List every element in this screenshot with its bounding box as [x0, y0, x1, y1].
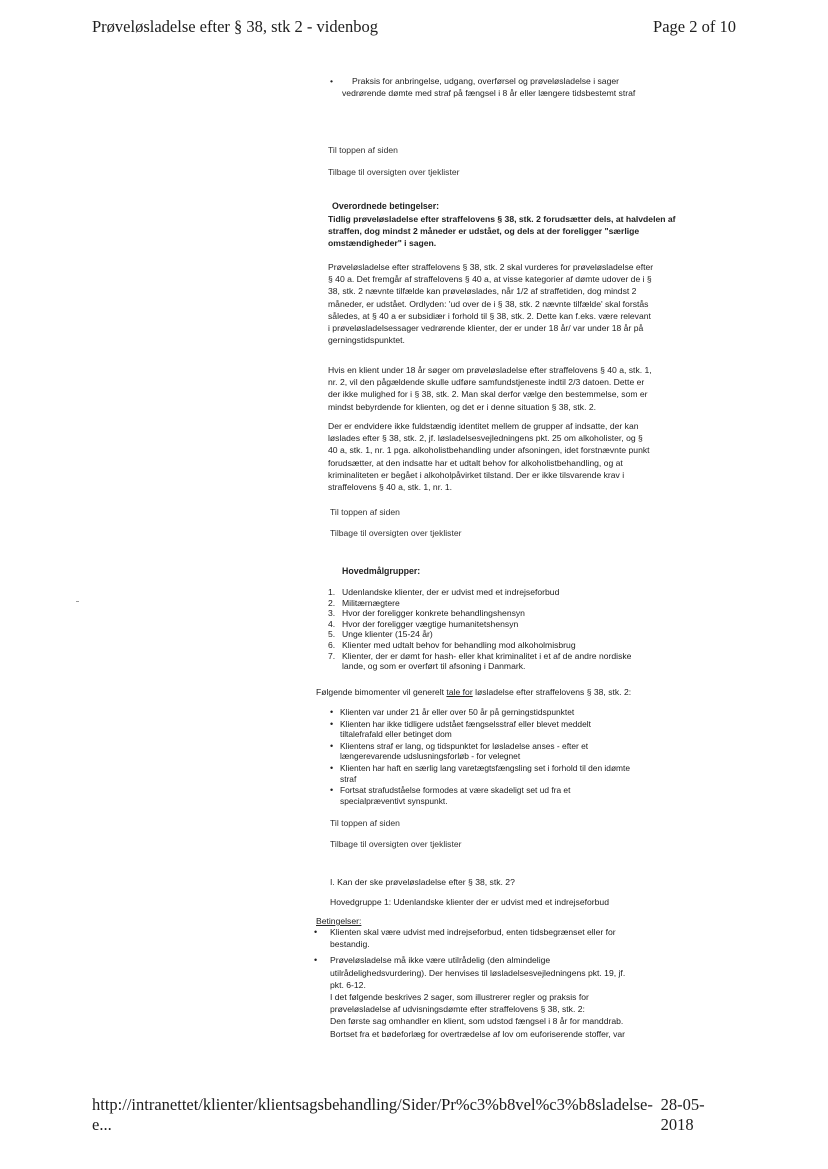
- list-item: • Klienten har haft en særlig lang varetægtsfængsling set i forhold til den idømte straf: [328, 763, 680, 784]
- list-item: [328, 619, 688, 630]
- list-text: Klienter, der er dømt for hash- eller khat kriminalitet i et af de andre nordiske: [342, 650, 632, 661]
- text-line: Hvis en klient under 18 år søger om prøveløsladelse efter straffelovens § 40 a, stk. 1,: [328, 365, 652, 375]
- text-line: straffen, dog mindst 2 måneder er udstået, og dels at der foreligger "særlige: [328, 226, 640, 237]
- section-heading-target-groups: Hovedmålgrupper:: [342, 566, 421, 576]
- list-text: Hvor der foreligger konkrete behandlingshensyn: [342, 608, 525, 619]
- text-line: 40 a, stk. 1, nr. 1 pga. alkoholistbehandling under afsoningen, idet forstnævnte punkt: [328, 445, 650, 456]
- list-item: • Fortsat strafudståelse formodes at være skadeligt set ud fra et specialpræventivt synspunkt.: [328, 785, 680, 806]
- back-to-top-link[interactable]: Til toppen af siden: [330, 818, 400, 828]
- page-number: Page 2 of 10: [653, 17, 736, 36]
- back-to-top-link[interactable]: Til toppen af siden: [330, 507, 400, 517]
- text-line: måneder, er udstået. Ordlyden: 'ud over de i § 38, stk. 2 nævnte tilfælde' skal forstås: [328, 298, 649, 309]
- list-text: Unge klienter (15-24 år): [342, 629, 433, 640]
- paragraph-early-release: [328, 213, 680, 250]
- text-line: pkt. 6-12.: [330, 979, 366, 990]
- text-line: Fortsat strafudståelse formodes at være skadeligt set ud fra et: [340, 785, 571, 796]
- factor-list: [328, 707, 680, 807]
- text-line: nr. 2, vil den pågældende skulle udføre samfundstjeneste indtil 2/3 datoen. Dette er: [328, 377, 645, 388]
- section-heading-conditions: Overordnede betingelser:: [332, 201, 440, 211]
- conditions-list: [312, 926, 682, 1040]
- list-item: • Klientens straf er lang, og tidspunktet for løsladelse anses - efter et længerevarende udslusningsforløb - for velegnet: [328, 741, 680, 762]
- list-item: • Klienten har ikke tidligere udstået fængselsstraf eller blevet meddelt tiltalefrafald eller betinget dom: [328, 719, 680, 740]
- list-number: 5.: [328, 629, 336, 640]
- text-line: Klienten har ikke tidligere udstået fængselsstraf eller blevet meddelt: [340, 718, 591, 729]
- paragraph-under-18: [328, 364, 680, 413]
- list-text: Hvor der foreligger vægtige humanitetshensyn: [342, 618, 519, 629]
- paragraph-40a: [328, 261, 680, 346]
- list-item-continuation: [328, 661, 688, 672]
- text-line: omstændigheder" i sagen.: [328, 238, 437, 249]
- text-line: Klientens straf er lang, og tidspunktet for løsladelse anses - efter et: [340, 740, 589, 751]
- bullet-dot: •: [330, 76, 334, 86]
- list-item: [328, 629, 688, 640]
- factors-intro: [316, 686, 696, 698]
- section-heading-question: I. Kan der ske prøveløsladelse efter § 38, stk. 2?: [330, 877, 515, 887]
- text-line: Der er endvidere ikke fuldstændig identitet mellem de grupper af indsatte, der kan: [328, 421, 639, 431]
- footer-url: http://intranettet/klienter/klientsagsbehandling/Sider/Pr%c3%b8vel%c3%b8sladelse-e...: [92, 1095, 653, 1134]
- back-to-overview-link[interactable]: Tilbage til oversigten over tjeklister: [328, 167, 460, 177]
- top-bullet-line2: vedrørende dømte med straf på fængsel i 8 år eller længere tidsbestemt straf: [342, 88, 636, 99]
- list-text: Militærnægtere: [342, 597, 400, 608]
- text-line: Prøveløsladelse må ikke være utilrådelig (den almindelige: [330, 955, 551, 966]
- target-group-list: [328, 587, 688, 672]
- text-line: kriminaliteten er begået i alkoholpåvirket tilstand. Der er ikke tilsvarende krav i: [328, 469, 625, 480]
- top-bullet: [330, 75, 710, 99]
- list-item: [328, 598, 688, 609]
- list-item: • Klienten var under 21 år eller over 50 år på gerningstidspunktet: [328, 707, 680, 718]
- list-item: [328, 608, 688, 619]
- text-line: I det følgende beskrives 2 sager, som illustrerer regler og praksis for: [330, 992, 589, 1003]
- text-line: løslades efter § 38, stk. 2, jf. løsladelsesvejledningens pkt. 25 om alkoholister, og §: [328, 433, 643, 444]
- text-line: således, at § 40 a er subsidiær i forhold til § 38, stk. 2. Dette kan f.eks. være relevant: [328, 310, 651, 321]
- text-line: Prøveløsladelse efter straffelovens § 38, stk. 2 skal vurderes for prøveløsladelse efter: [328, 262, 654, 272]
- top-bullet-line1: Praksis for anbringelse, udgang, overførsel og prøveløsladelse i sager: [352, 76, 620, 86]
- list-item: • Klienten skal være udvist med indrejseforbud, enten tidsbegrænset eller for bestandig.: [312, 926, 682, 950]
- back-to-top-link[interactable]: Til toppen af siden: [328, 145, 398, 155]
- page-footer: [92, 1095, 736, 1135]
- scan-speck: [76, 601, 79, 602]
- back-to-overview-link[interactable]: Tilbage til oversigten over tjeklister: [330, 839, 462, 849]
- text-line: utilrådelighedsvurdering). Der henvises til løsladelsesvejledningens pkt. 19, jf.: [330, 967, 626, 978]
- text-line: Den første sag omhandler en klient, som udstod fængsel i 8 år for manddrab.: [330, 1016, 624, 1027]
- text-line: Klienten var under 21 år eller over 50 år på gerningstidspunktet: [340, 707, 575, 717]
- text-line: Klienten skal være udvist med indrejseforbud, enten tidsbegrænset eller for: [330, 927, 616, 937]
- conditions-label: Betingelser:: [316, 916, 362, 926]
- list-item: [328, 587, 688, 598]
- text-line: Klienten har haft en særlig lang varetægtsfængsling set i forhold til den idømte: [340, 762, 631, 773]
- text-line: bestandig.: [330, 939, 370, 950]
- list-text: Udenlandske klienter, der er udvist med et indrejseforbud: [342, 587, 560, 597]
- list-item: [328, 640, 688, 651]
- paragraph-alcohol: [328, 420, 680, 493]
- text-line: straf: [340, 773, 357, 784]
- back-to-overview-link[interactable]: Tilbage til oversigten over tjeklister: [330, 528, 462, 538]
- text-line: prøveløsladelse af udvisningsdømte efter straffelovens § 38, stk. 2:: [330, 1004, 585, 1015]
- list-text: Klienter med udtalt behov for behandling mod alkoholmisbrug: [342, 639, 576, 650]
- text-line: der ikke mulighed for i § 38, stk. 2. Man skal derfor vælge den bestemmelse, som er: [328, 389, 648, 400]
- text-line: Tidlig prøveløsladelse efter straffelovens § 38, stk. 2 forudsætter dels, at halvdelen af: [328, 214, 676, 224]
- subheading-group-1: Hovedgruppe 1: Udenlandske klienter der er udvist med et indrejseforbud: [330, 897, 609, 907]
- text-line: straffelovens § 40 a, stk. 1, nr. 1.: [328, 482, 453, 493]
- text-line: specialpræventivt synspunkt.: [340, 795, 448, 806]
- text-line: gerningstidspunktet.: [328, 335, 405, 346]
- text-line: 38, stk. 2 nævnte tilfælde kan prøveløslades, når 1/2 af straffetiden, dog mindst 2: [328, 286, 637, 297]
- text-line: længerevarende udslusningsforløb - for velegnet: [340, 751, 521, 762]
- list-item: • Prøveløsladelse må ikke være utilrådelig (den almindelige utilrådelighedsvurdering). Der henvises til løsladelsesvejledningens pkt. 19, jf. pkt. 6-12. I det følgende beskrives 2 sager, som illustrerer regler og praksis for prøveløsladelse af udvisningsdømte efter straffelovens § 38, stk. 2: Den første sag omhandler en klient, som udstod fængsel i 8 år for manddrab. Bortset fra et bødeforlæg for overtrædelse af lov om euforiserende stoffer, var: [312, 954, 682, 1039]
- list-item: [328, 651, 688, 662]
- intro-text: løsladelse efter straffelovens § 38, stk. 2:: [472, 687, 632, 697]
- text-line: mindst bebyrdende for klienten, og det er i denne situation § 38, stk. 2.: [328, 401, 597, 412]
- footer-date: 28-05-2018: [660, 1095, 705, 1134]
- list-number: 7.: [328, 650, 336, 661]
- text-line: forudsætter, at den indsatte har et udtalt behov for alkoholistbehandling, og at: [328, 457, 623, 468]
- list-text: lande, og som er overført til afsoning i Danmark.: [342, 661, 526, 672]
- page-header-title: Prøveløsladelse efter § 38, stk 2 - videnbog: [92, 17, 378, 36]
- list-number: 3.: [328, 608, 336, 619]
- list-number: 6.: [328, 639, 336, 650]
- intro-text: Følgende bimomenter vil generelt: [316, 687, 447, 697]
- text-line: Bortset fra et bødeforlæg for overtrædelse af lov om euforiserende stoffer, var: [330, 1028, 626, 1039]
- intro-underlined: tale for: [446, 687, 473, 697]
- text-line: § 40 a. Det fremgår af straffelovens § 40 a, at visse kategorier af dømte udover de i §: [328, 274, 652, 285]
- list-number: 1.: [328, 587, 336, 597]
- text-line: tiltalefrafald eller betinget dom: [340, 729, 452, 740]
- list-number: 4.: [328, 618, 336, 629]
- text-line: i prøveløsladelsessager vedrørende klienter, der er under 18 år/ var under 18 år på: [328, 323, 644, 334]
- list-number: 2.: [328, 597, 336, 608]
